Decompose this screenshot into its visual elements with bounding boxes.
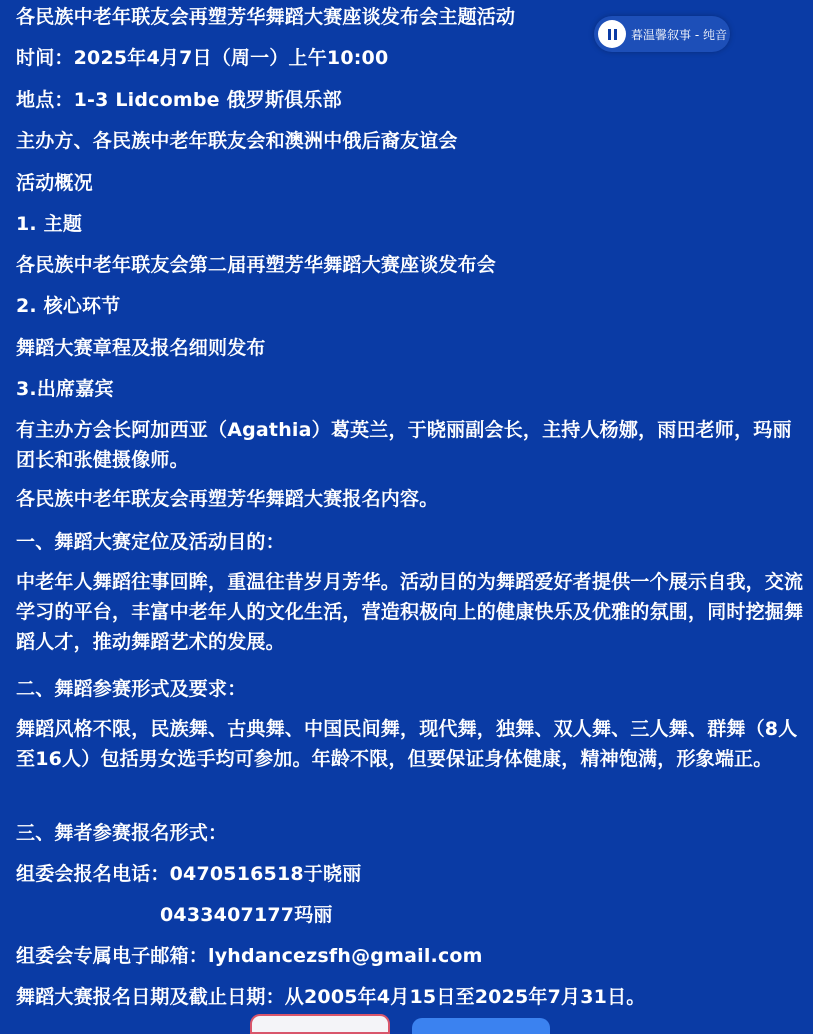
section-1-heading: 1. 主题	[16, 213, 83, 235]
audio-track-title: 暮温馨叙事 - 纯音	[631, 27, 727, 42]
part-1-heading: 一、舞蹈大赛定位及活动目的：	[16, 531, 285, 553]
part-3-heading: 三、舞者参赛报名形式：	[16, 822, 228, 844]
part-2-heading: 二、舞蹈参赛形式及要求：	[16, 678, 247, 700]
event-time: 时间：2025年4月7日（周一）上午10:00	[16, 47, 389, 69]
bottom-left-button[interactable]	[250, 1014, 390, 1034]
section-2-body: 舞蹈大赛章程及报名细则发布	[16, 337, 266, 359]
section-3-body: 有主办方会长阿加西亚（Agathia）葛英兰，于晓丽副会长，主持人杨娜，雨田老师，玛丽团长和张健摄像师。	[16, 419, 792, 471]
registration-phone-1: 组委会报名电话：0470516518于晓丽	[16, 863, 362, 885]
article-title: 各民族中老年联友会再塑芳华舞蹈大赛座谈发布会主题活动	[16, 6, 516, 28]
section-3-heading: 3.出席嘉宾	[16, 378, 114, 400]
section-1-body: 各民族中老年联友会第二届再塑芳华舞蹈大赛座谈发布会	[16, 254, 497, 276]
section-2-heading: 2. 核心环节	[16, 295, 121, 317]
registration-dates: 舞蹈大赛报名日期及截止日期：从2005年4月15日至2025年7月31日。	[16, 986, 646, 1008]
registration-phone-2: 0433407177玛丽	[160, 904, 333, 926]
event-hosts: 主办方、各民族中老年联友会和澳洲中俄后裔友谊会	[16, 130, 458, 152]
registration-intro: 各民族中老年联友会再塑芳华舞蹈大赛报名内容。	[16, 488, 439, 510]
event-location: 地点：1-3 Lidcombe 俄罗斯俱乐部	[16, 89, 342, 111]
part-2-body: 舞蹈风格不限，民族舞、古典舞、中国民间舞，现代舞，独舞、双人舞、三人舞、群舞（8人至16人）包括男女选手均可参加。年龄不限，但要保证身体健康，精神饱满，形象端正。	[16, 718, 798, 770]
pause-icon[interactable]	[598, 20, 626, 48]
registration-email: 组委会专属电子邮箱：lyhdancezsfh@gmail.com	[16, 945, 483, 967]
part-1-body: 中老年人舞蹈往事回眸，重温往昔岁月芳华。活动目的为舞蹈爱好者提供一个展示自我，交流学习的平台，丰富中老年人的文化生活，营造积极向上的健康快乐及优雅的氛围，同时挖掘舞蹈人才，推动舞蹈艺术的发展。	[16, 571, 804, 653]
audio-player-pill[interactable]	[594, 16, 730, 52]
overview-heading: 活动概况	[16, 172, 93, 194]
bottom-right-button[interactable]	[412, 1018, 550, 1034]
